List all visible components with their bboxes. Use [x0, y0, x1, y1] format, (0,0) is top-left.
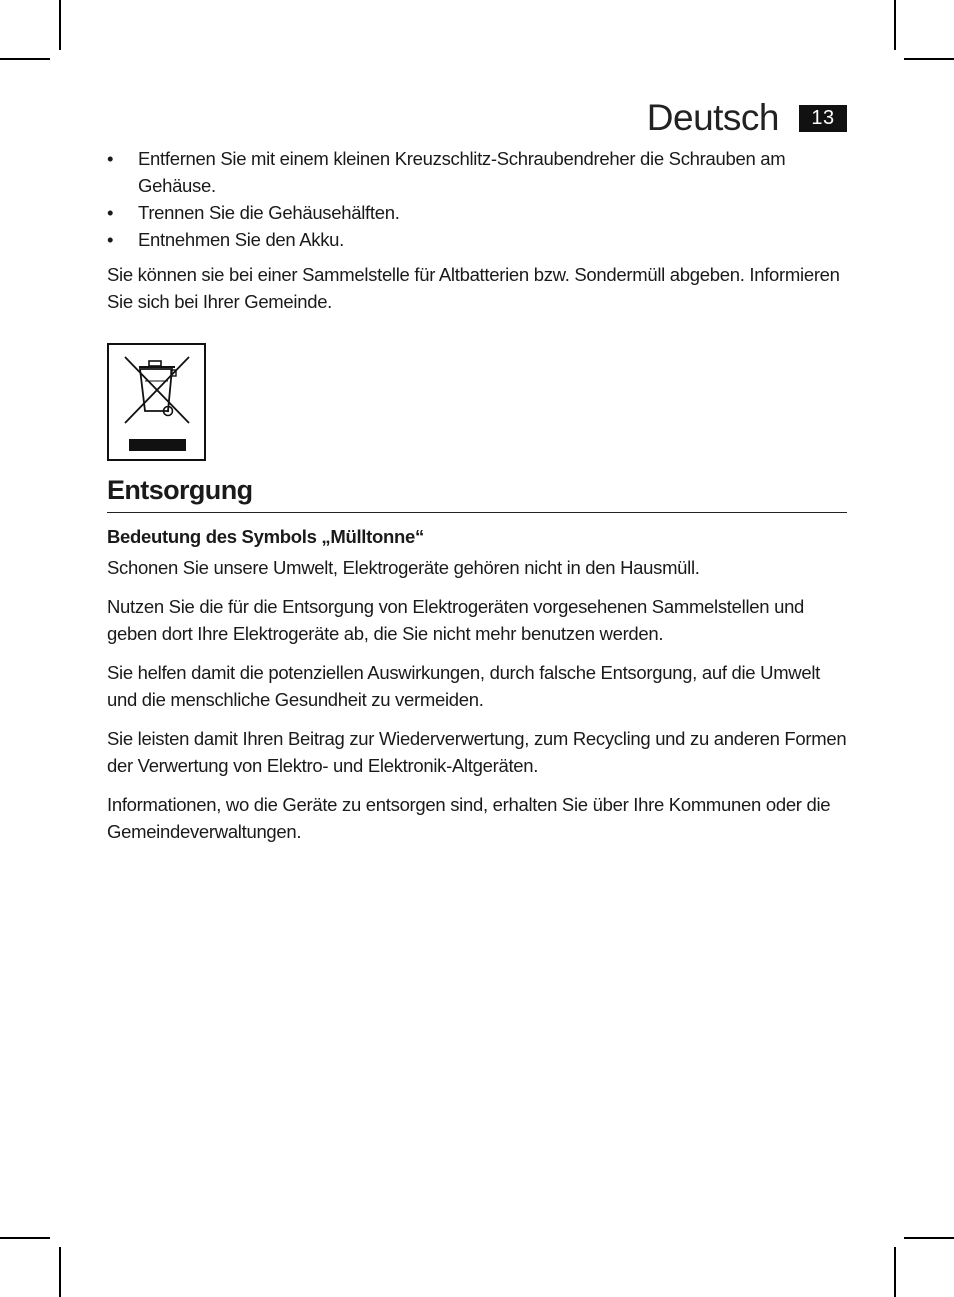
crop-mark-bottom-left-vertical [59, 1247, 61, 1297]
list-item [107, 226, 847, 253]
weee-symbol-frame [107, 343, 206, 461]
instruction-list [107, 145, 847, 253]
section-paragraph: Informationen, wo die Geräte zu entsorgen sind, erhalten Sie über Ihre Kommunen oder die Gemeindeverwaltungen. [107, 794, 831, 842]
crossed-out-wheelie-bin-icon [109, 345, 204, 459]
page-number-badge: 13 [799, 105, 847, 132]
instructions-block [107, 145, 847, 315]
language-title: Deutsch [646, 97, 779, 138]
section-subheading: Bedeutung des Symbols „Mülltonne“ [107, 526, 424, 547]
list-item [107, 145, 847, 199]
disposal-section [107, 472, 847, 857]
bullet-glyph: • [107, 148, 114, 169]
crop-mark-top-left-horizontal [0, 58, 50, 60]
crop-mark-bottom-right-vertical [894, 1247, 896, 1297]
crop-mark-bottom-right-horizontal [904, 1237, 954, 1239]
section-paragraph: Schonen Sie unsere Umwelt, Elektrogeräte gehören nicht in den Hausmüll. [107, 557, 700, 578]
page-header [647, 98, 847, 138]
crop-mark-bottom-left-horizontal [0, 1237, 50, 1239]
list-item-text: Entfernen Sie mit einem kleinen Kreuzschlitz-Schraubendreher die Schrauben am Gehäuse. [138, 148, 786, 196]
section-paragraph: Sie helfen damit die potenziellen Auswirkungen, durch falsche Entsorgung, auf die Umwelt und die menschliche Gesundheit zu vermeiden. [107, 662, 821, 710]
list-item-text: Trennen Sie die Gehäusehälften. [138, 202, 400, 223]
list-item-text: Entnehmen Sie den Akku. [138, 229, 344, 250]
battery-disposal-paragraph: Sie können sie bei einer Sammelstelle für Altbatterien bzw. Sondermüll abgeben. Informieren Sie sich bei Ihrer Gemeinde. [107, 264, 840, 312]
section-paragraph: Nutzen Sie die für die Entsorgung von Elektrogeräten vorgesehenen Sammelstellen und geben dort Ihre Elektrogeräte ab, die Sie nicht mehr benutzen werden. [107, 596, 805, 644]
section-title: Entsorgung [107, 472, 847, 513]
crop-mark-top-right-horizontal [904, 58, 954, 60]
bullet-glyph: • [107, 202, 114, 223]
crop-mark-top-right-vertical [894, 0, 896, 50]
crop-mark-top-left-vertical [59, 0, 61, 50]
section-paragraph: Sie leisten damit Ihren Beitrag zur Wiederverwertung, zum Recycling und zu anderen Formen der Verwertung von Elektro- und Elektronik-Altgeräten. [107, 728, 847, 776]
section-body [107, 554, 847, 845]
bullet-glyph: • [107, 229, 114, 250]
list-item [107, 199, 847, 226]
